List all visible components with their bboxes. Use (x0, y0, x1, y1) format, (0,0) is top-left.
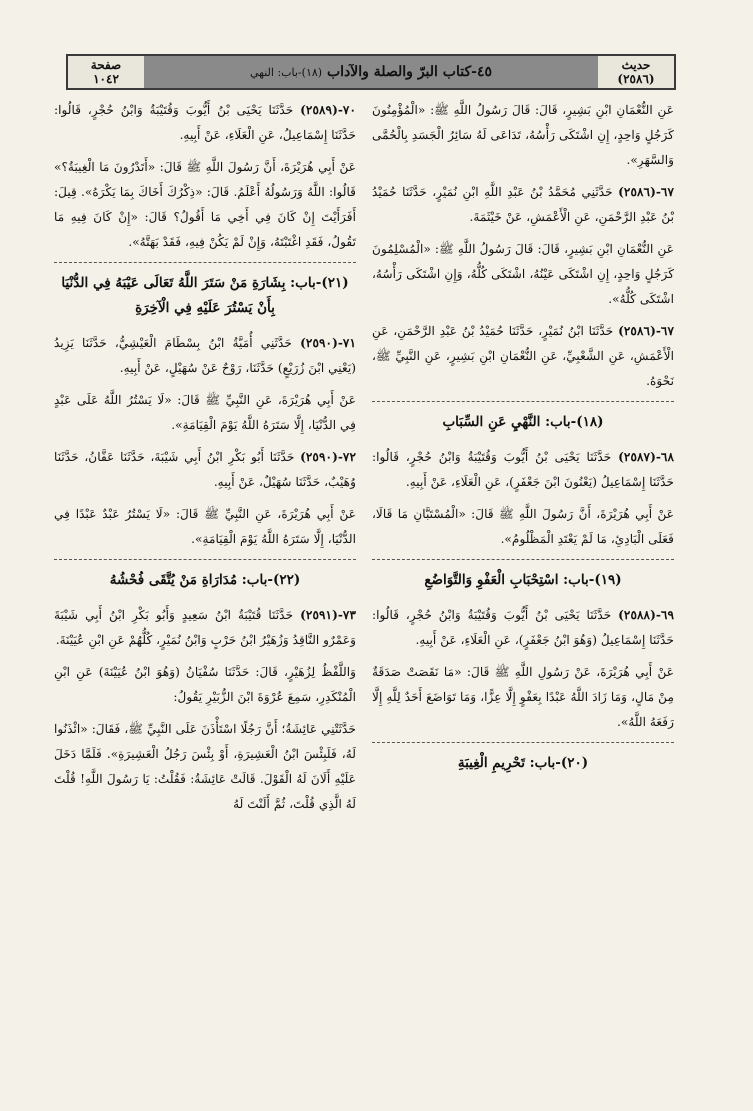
hadith-paragraph (54, 155, 356, 255)
hadith-text: عَنِ النُّعْمَانِ ابْنِ بَشِيرٍ، قَالَ: قَالَ رَسُولُ اللَّهِ ﷺ: «الْمُؤْمِنُونَ كَرَجُلٍ وَاحِدٍ، إِنِ اشْتَكَى رَأْسُهُ، تَدَاعَى لَهُ سَائِرُ الْجَسَدِ بِالْحُمَّى وَالسَّهَرِ». (372, 103, 674, 167)
hadith-number: ٦٧-(٢٥٨٦) (618, 185, 675, 199)
hadith-paragraph (54, 445, 356, 495)
chapter-heading: (١٨)-باب: النَّهْيِ عَنِ السِّبَابِ (442, 414, 604, 430)
section-divider (54, 262, 356, 263)
hadith-text: عَنْ أَبِي هُرَيْرَةَ، عَنِ النَّبِيِّ ﷺ قَالَ: «لَا يَسْتُرُ عَبْدٌ عَبْدًا فِي الدُّنْيَا، إِلَّا سَتَرَهُ اللَّهُ يَوْمَ الْقِيَامَةِ». (54, 507, 356, 546)
hadith-paragraph (372, 98, 674, 173)
bab-subtitle: (١٨)-باب: النهي (249, 66, 323, 79)
chapter-heading: (٢٢)-باب: مُدَارَاةِ مَنْ يُتَّقَى فُحْشُهُ (109, 572, 301, 588)
hadith-text: عَنْ أَبِي هُرَيْرَةَ، عَنْ رَسُولِ اللَّهِ ﷺ قَالَ: «مَا نَقَصَتْ صَدَقَةٌ مِنْ مَالٍ، وَمَا زَادَ اللَّهُ عَبْدًا بِعَفْوٍ إِلَّا عِزًّا، وَمَا تَوَاضَعَ أَحَدٌ لِلَّهِ إِلَّا رَفَعَهُ اللَّهُ». (372, 665, 674, 729)
hadith-paragraph (54, 388, 356, 438)
section-divider (372, 559, 674, 560)
hadith-number: ٧٢-(٢٥٩٠) (300, 450, 356, 464)
hadith-paragraph (372, 445, 674, 495)
hadith-paragraph (54, 603, 356, 653)
left-text-column (54, 98, 356, 824)
hadith-text: حَدَّثَنَا ابْنُ نُمَيْرٍ، حَدَّثَنَا حُمَيْدُ بْنُ عَبْدِ الرَّحْمَنِ، عَنِ الْأَعْمَشِ، عَنِ الشَّعْبِيِّ، عَنِ النُّعْمَانِ ابْنِ بَشِيرٍ، عَنِ النَّبِيِّ ﷺ، نَحْوَهُ. (372, 324, 674, 388)
hadith-text: وَاللَّفْظُ لِزُهَيْرٍ، قَالَ: حَدَّثَنَا سُفْيَانُ (وَهُوَ ابْنُ عُيَيْنَةَ) عَنِ ابْنِ الْمُنْكَدِرِ، سَمِعَ عُرْوَةَ ابْنَ الزُّبَيْرِ يَقُولُ: (54, 665, 356, 704)
hadith-text: عَنْ أَبِي هُرَيْرَةَ، أَنَّ رَسُولَ اللَّهِ ﷺ قَالَ: «أَتَدْرُونَ مَا الْغِيبَةُ؟» قَالُوا: اللَّهُ وَرَسُولُهُ أَعْلَمُ. قَالَ: «ذِكْرُكَ أَخَاكَ بِمَا يَكْرَهُ». قِيلَ: أَفَرَأَيْتَ إِنْ كَانَ فِي أَخِي مَا أَقُولُ؟ قَالَ: «إِنْ كَانَ فِيهِ مَا تَقُولُ، فَقَدِ اغْتَبْتَهُ، وَإِنْ لَمْ يَكُنْ فِيهِ، فَقَدْ بَهَتَّهُ». (54, 160, 356, 249)
hadith-text: حَدَّثَنَا يَحْيَى بْنُ أَيُّوبَ وَقُتَيْبَةُ وَابْنُ حُجْرٍ، قَالُوا: حَدَّثَنَا إِسْمَاعِيلُ (يَعْنُونَ ابْنَ جَعْفَرٍ)، عَنِ الْعَلَاءِ، عَنْ أَبِيهِ. (372, 450, 674, 489)
hadith-text: حَدَّثَنَا يَحْيَى بْنُ أَيُّوبَ وَقُتَيْبَةُ وَابْنُ حُجْرٍ، قَالُوا: حَدَّثَنَا إِسْمَاعِيلُ (وَهُوَ ابْنُ جَعْفَرٍ)، عَنِ الْعَلَاءِ، عَنْ أَبِيهِ. (372, 608, 674, 647)
hadith-number: ٦٧-(٢٥٨٦) (618, 324, 674, 338)
hadith-text: عَنِ النُّعْمَانِ ابْنِ بَشِيرٍ، قَالَ: قَالَ رَسُولُ اللَّهِ ﷺ: «الْمُسْلِمُونَ كَرَجُلٍ وَاحِدٍ، إِنِ اشْتَكَى عَيْنُهُ، اشْتَكَى كُلُّهُ، وَإِنِ اشْتَكَى رَأْسُهُ، اشْتَكَى كُلُّهُ». (372, 242, 674, 306)
hadith-number: ٧١-(٢٥٩٠) (300, 336, 357, 350)
page-label: صفحة (90, 58, 122, 72)
hadith-number: ٦٩-(٢٥٨٨) (618, 608, 675, 622)
book-title (144, 64, 598, 80)
chapter-heading: (٢٠)-باب: تَحْرِيمِ الْغِيبَةِ (457, 755, 589, 771)
hadith-paragraph (372, 660, 674, 735)
hadith-text: حَدَّثَنِي أُمَيَّةُ ابْنُ بِسْطَامَ الْعَيْشِيُّ، حَدَّثَنَا يَزِيدُ (يَعْنِي ابْنَ زُرَيْعٍ) حَدَّثَنَا، رَوْحٌ عَنْ سُهَيْلٍ، عَنْ أَبِيهِ. (54, 336, 356, 375)
hadith-number: (٢٥٨٦) (617, 72, 655, 86)
section-divider (372, 401, 674, 402)
section-divider (372, 742, 674, 743)
hadith-paragraph (54, 717, 356, 817)
section-divider (54, 559, 356, 560)
hadith-paragraph (54, 98, 356, 148)
chapter-heading: (٢١)-باب: بِشَارَةِ مَنْ سَتَرَ اللَّهُ تَعَالَى عَيْبَهُ فِي الدُّنْيَا بِأَنْ يَسْتُرَ عَلَيْهِ فِي الْآخِرَةِ (61, 275, 349, 316)
hadith-text: عَنْ أَبِي هُرَيْرَةَ، عَنِ النَّبِيِّ ﷺ قَالَ: «لَا يَسْتُرُ اللَّهُ عَلَى عَبْدٍ فِي الدُّنْيَا، إِلَّا سَتَرَهُ اللَّهُ يَوْمَ الْقِيَامَةِ». (54, 393, 356, 432)
hadith-text: حَدَّثَنِي مُحَمَّدُ بْنُ عَبْدِ اللَّهِ ابْنِ نُمَيْرٍ، حَدَّثَنَا حُمَيْدُ بْنُ عَبْدِ الرَّحْمَنِ، عَنِ الْأَعْمَشِ، عَنْ خَيْثَمَةَ. (372, 185, 674, 224)
hadith-text: حَدَّثَتْنِي عَائِشَةُ؛ أَنَّ رَجُلًا اسْتَأْذَنَ عَلَى النَّبِيِّ ﷺ، فَقَالَ: «ائْذَنُوا لَهُ، فَلَبِئْسَ ابْنُ الْعَشِيرَةِ، أَوْ بِئْسَ رَجُلُ الْعَشِيرَةِ». فَلَمَّا دَخَلَ عَلَيْهِ أَلَانَ لَهُ الْقَوْلَ. قَالَتْ عَائِشَةُ: فَقُلْتُ: يَا رَسُولَ اللَّهِ! قُلْتَ لَهُ الَّذِي قُلْتَ، ثُمَّ أَلَنْتَ لَهُ (54, 722, 356, 811)
hadith-paragraph (54, 660, 356, 710)
hadith-text: حَدَّثَنَا يَحْيَى بْنُ أَيُّوبَ وَقُتَيْبَةُ وَابْنُ حُجْرٍ، قَالُوا: حَدَّثَنَا إِسْمَاعِيلُ، عَنِ الْعَلَاءِ، عَنْ أَبِيهِ. (54, 103, 356, 142)
hadith-number: ٦٨-(٢٥٨٧) (618, 450, 675, 464)
hadith-paragraph (372, 319, 674, 394)
hadith-ref-box (598, 56, 674, 88)
hadith-paragraph (54, 331, 356, 381)
hadith-text: عَنْ أَبِي هُرَيْرَةَ، أَنَّ رَسُولَ اللَّهِ ﷺ قَالَ: «الْمُسْتَبَّانِ مَا قَالَا، فَعَلَى الْبَادِئِ، مَا لَمْ يَعْتَدِ الْمَظْلُومُ». (372, 507, 674, 546)
hadith-text: حَدَّثَنَا أَبُو بَكْرِ ابْنُ أَبِي شَيْبَةَ، حَدَّثَنَا عَفَّانُ، حَدَّثَنَا وُهَيْبٌ، حَدَّثَنَا سُهَيْلٌ، عَنْ أَبِيهِ. (54, 450, 356, 489)
kitab-title: ٤٥-كتاب البرّ والصلة والآداب (326, 64, 492, 80)
hadith-number: ٧٠-(٢٥٨٩) (300, 103, 357, 117)
right-text-column (372, 98, 674, 786)
hadith-number: ٧٣-(٢٥٩١) (300, 608, 357, 622)
hadith-text: حَدَّثَنَا قُتَيْبَةُ ابْنُ سَعِيدٍ وَأَبُو بَكْرِ ابْنُ أَبِي شَيْبَةَ وَعَمْرٌو النَّاقِدُ وَزُهَيْرُ ابْنُ حَرْبٍ وَابْنُ نُمَيْرٍ، كُلُّهُمْ عَنِ ابْنِ عُيَيْنَةَ. (54, 608, 356, 647)
hadith-paragraph (372, 180, 674, 230)
hadith-paragraph (372, 603, 674, 653)
chapter-heading: (١٩)-باب: اسْتِحْبَابِ الْعَفْوِ وَالتَّوَاضُعِ (424, 572, 622, 588)
page-number: ١٠٤٢ (93, 72, 119, 86)
hadith-paragraph (372, 502, 674, 552)
page-header (66, 54, 676, 90)
hadith-label: حديث (621, 58, 651, 72)
page-number-box (68, 56, 144, 88)
hadith-paragraph (372, 237, 674, 312)
hadith-paragraph (54, 502, 356, 552)
